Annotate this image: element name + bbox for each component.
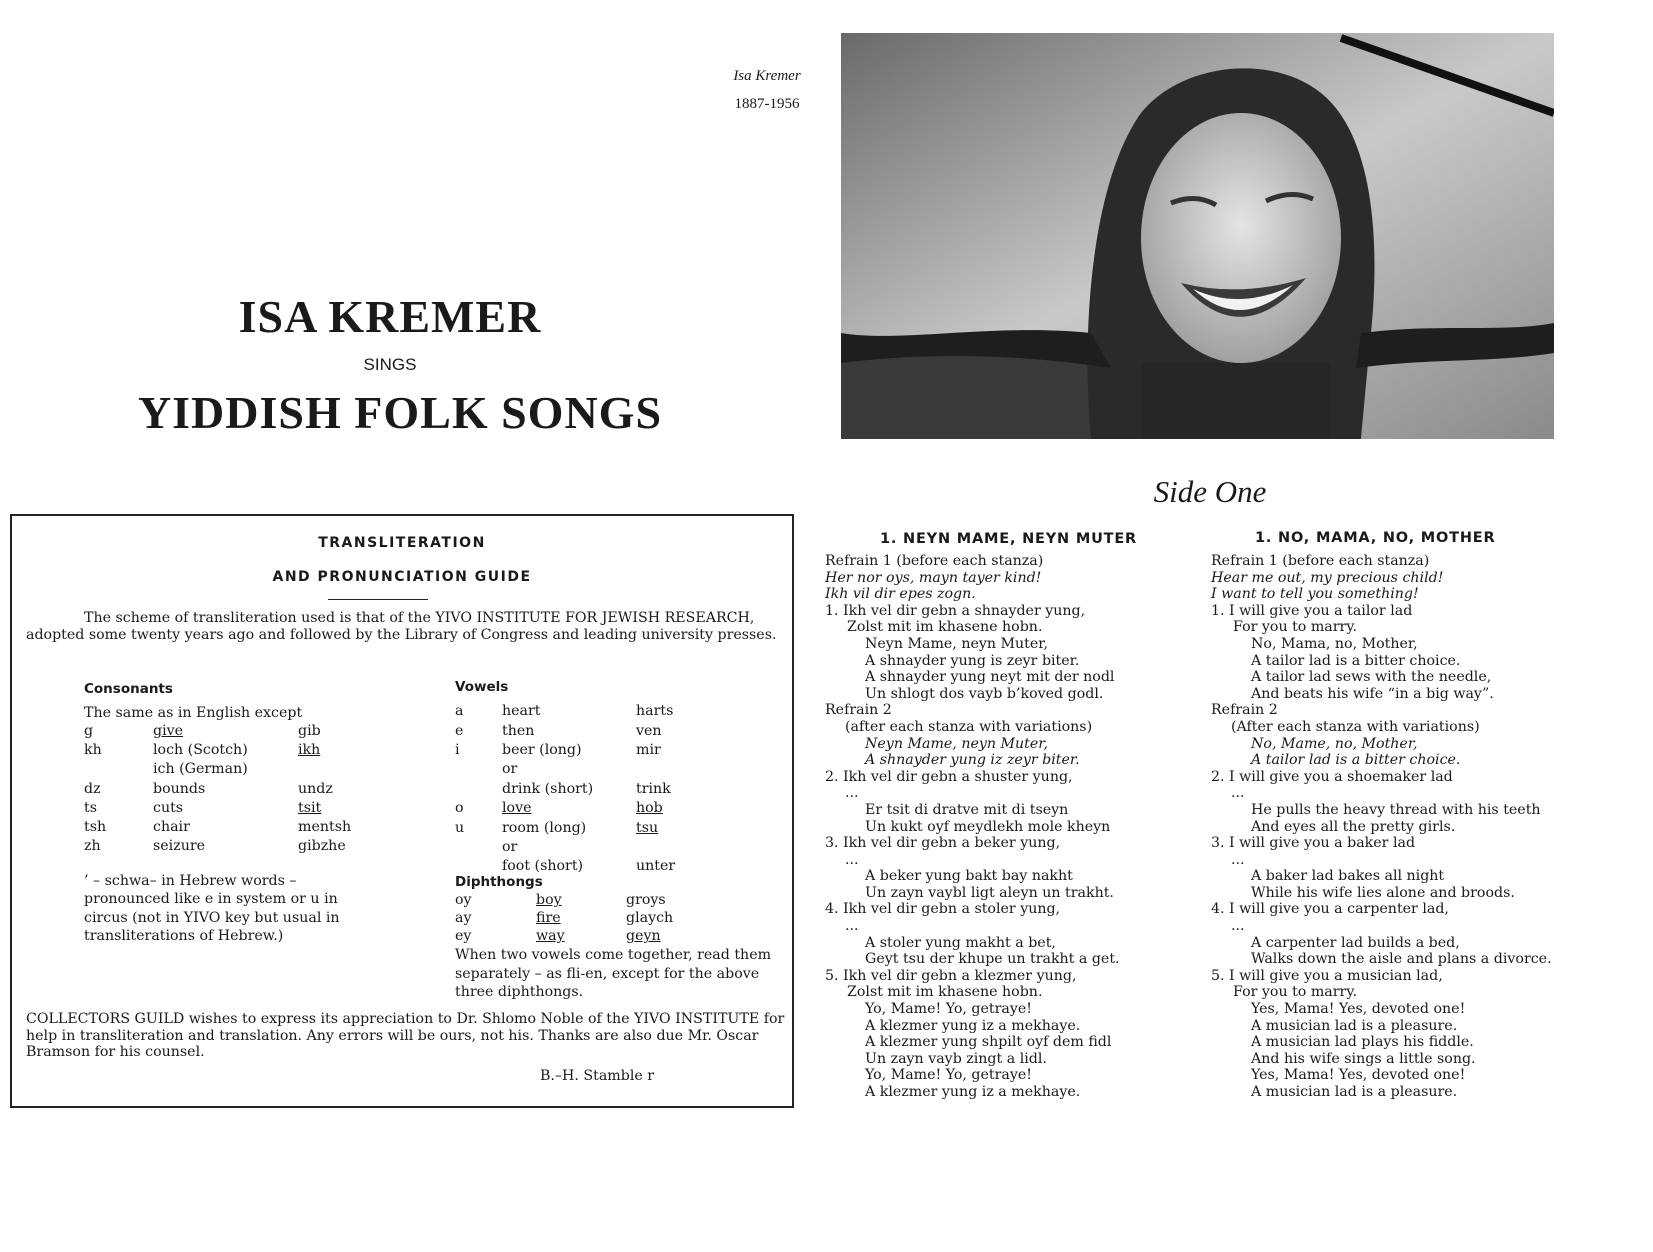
lyric-line: And his wife sings a little song. <box>1251 1050 1476 1067</box>
consonant-example: seizure <box>153 838 206 854</box>
vowel-example: then <box>502 723 535 739</box>
lyric-line: ... <box>845 785 859 802</box>
lyric-line: ... <box>845 918 859 935</box>
lyric-line: Yes, Mama! Yes, devoted one! <box>1251 1001 1466 1018</box>
lyric-line: No, Mame, no, Mother, <box>1251 735 1418 752</box>
diphthong-example: boy <box>536 892 562 908</box>
signature: B.–H. Stamble r <box>540 1068 655 1084</box>
lyric-line: A carpenter lad builds a bed, <box>1251 934 1460 951</box>
consonants-label: Consonants <box>84 681 173 697</box>
side-label: Side One <box>1153 474 1267 509</box>
lyric-line: (after each stanza with variations) <box>845 718 1093 735</box>
diphthong-example: fire <box>536 910 561 926</box>
lyric-line: Neyn Mame, neyn Muter, <box>865 635 1049 652</box>
vowels-label: Vowels <box>455 679 509 695</box>
lyric-line: Yo, Mame! Yo, getraye! <box>865 1001 1032 1018</box>
vowel-letter: a <box>455 703 464 719</box>
vowel-yiddish: trink <box>636 781 671 797</box>
lyric-line: 1. I will give you a tailor lad <box>1211 602 1413 619</box>
caption-years: 1887-1956 <box>734 96 800 112</box>
lyric-line: 3. Ikh vel dir gebn a beker yung, <box>825 835 1061 852</box>
vowel-letter: e <box>455 723 464 739</box>
album-title: YIDDISH FOLK SONGS <box>137 387 663 438</box>
lyric-line: 2. I will give you a shoemaker lad <box>1211 768 1453 785</box>
lyric-line: 4. I will give you a carpenter lad, <box>1211 901 1449 918</box>
lyric-line: ... <box>845 851 859 868</box>
lyric-line: Geyt tsu der khupe un trakht a get. <box>865 951 1120 968</box>
album-sings: SINGS <box>363 355 417 374</box>
vowel-yiddish: tsu <box>636 820 659 836</box>
lyric-line: A shnayder yung iz zeyr biter. <box>865 752 1080 769</box>
consonants-intro: The same as in English except <box>84 705 303 721</box>
two-vowels-note: When two vowels come together, read them separately – as fli-en, except for the above three diphthongs. <box>455 947 772 1000</box>
vowel-example: love <box>502 800 532 816</box>
consonant-letter: ts <box>84 800 97 816</box>
vowel-yiddish: ven <box>636 723 662 739</box>
yiddish-lyrics <box>825 553 1120 1101</box>
lyric-line: 2. Ikh vel dir gebn a shuster yung, <box>825 768 1073 785</box>
lyric-line: 4. Ikh vel dir gebn a stoler yung, <box>825 901 1061 918</box>
lyric-line: Her nor oys, mayn tayer kind! <box>825 569 1042 586</box>
diphthong-example: way <box>536 928 565 944</box>
lyric-line: Un zayn vayb zingt a lidl. <box>865 1050 1047 1067</box>
lyric-line: (After each stanza with variations) <box>1231 718 1480 735</box>
diphthong-yiddish: groys <box>626 892 666 908</box>
consonant-yiddish: undz <box>298 781 333 797</box>
vowel-letter: o <box>455 800 464 816</box>
lyric-line: 3. I will give you a baker lad <box>1211 835 1416 852</box>
lyric-line: Refrain 1 (before each stanza) <box>1211 553 1430 569</box>
vowel-yiddish: hob <box>636 800 663 816</box>
lyric-line: Yes, Mama! Yes, devoted one! <box>1251 1067 1466 1084</box>
lyric-line: A klezmer yung iz a mekhaye. <box>865 1017 1081 1034</box>
diphthong-letter: ay <box>455 910 472 926</box>
lyric-line: Er tsit di dratve mit di tseyn <box>865 801 1069 818</box>
diphthong-yiddish: glaych <box>626 910 674 926</box>
lyric-line: A klezmer yung shpilt oyf dem fidl <box>865 1034 1112 1051</box>
diphthongs-label: Diphthongs <box>455 874 543 890</box>
lyric-line: A tailor lad is a bitter choice. <box>1251 652 1461 669</box>
consonant-letter: g <box>84 723 94 739</box>
lyric-line: A baker lad bakes all night <box>1251 868 1445 885</box>
lyric-line: Ikh vil dir epes zogn. <box>825 586 976 603</box>
consonant-yiddish: mentsh <box>298 819 352 835</box>
lyric-line: Zolst mit im khasene hobn. <box>847 984 1043 1001</box>
consonant-yiddish: gib <box>298 723 321 739</box>
lyric-line: For you to marry. <box>1233 619 1357 636</box>
lyric-line: ... <box>1231 918 1245 935</box>
consonant-letter: tsh <box>84 819 107 835</box>
consonant-letter: kh <box>84 742 102 758</box>
lyric-line: 1. Ikh vel dir gebn a shnayder yung, <box>825 602 1086 619</box>
vowel-letter: i <box>455 742 460 758</box>
vowel-yiddish: harts <box>636 703 674 719</box>
lyric-line: Refrain 1 (before each stanza) <box>825 553 1044 569</box>
yiddish-song-title: 1. NEYN MAME, NEYN MUTER <box>880 531 1137 547</box>
lyric-line: A musician lad plays his fiddle. <box>1251 1034 1474 1051</box>
diphthong-yiddish: geyn <box>626 928 661 944</box>
lyric-line: And beats his wife “in a big way”. <box>1251 685 1494 702</box>
consonant-example: bounds <box>153 781 206 797</box>
guide-intro: The scheme of transliteration used is that of the YIVO INSTITUTE FOR JEWISH RESEARCH, adopted some twenty years ago and followed by the Library of Congress and leading university presses. <box>26 610 777 643</box>
consonant-letter: dz <box>84 781 101 797</box>
consonant-example: ich (German) <box>153 761 248 777</box>
portrait-photo <box>841 33 1554 439</box>
lyric-line: For you to marry. <box>1233 984 1357 1001</box>
consonant-example: give <box>153 723 184 739</box>
lyric-line: Un zayn vaybl ligt aleyn un trakht. <box>865 884 1114 901</box>
vowel-yiddish: mir <box>636 742 661 758</box>
lyric-line: I want to tell you something! <box>1211 586 1419 603</box>
consonant-example: loch (Scotch) <box>153 742 248 758</box>
lyric-line: He pulls the heavy thread with his teeth <box>1251 801 1541 818</box>
vowel-example: room (long) <box>502 820 587 836</box>
lyric-line: Un kukt oyf meydlekh mole kheyn <box>865 818 1111 835</box>
lyric-line: While his wife lies alone and broods. <box>1251 884 1515 901</box>
lyric-line: Yo, Mame! Yo, getraye! <box>865 1067 1032 1084</box>
lyric-line: Refrain 2 <box>825 702 892 719</box>
consonant-example: cuts <box>153 800 184 816</box>
vowel-example: or <box>502 839 518 855</box>
lyric-line: Zolst mit im khasene hobn. <box>847 619 1043 636</box>
english-lyrics <box>1211 553 1552 1101</box>
photo-caption <box>712 62 822 118</box>
lyric-line: A shnayder yung is zeyr biter. <box>865 652 1080 669</box>
album-artist: ISA KREMER <box>238 291 542 342</box>
lyric-line: ... <box>1231 851 1245 868</box>
lyric-line: Walks down the aisle and plans a divorce. <box>1251 951 1552 968</box>
guide-heading: TRANSLITERATION <box>318 535 486 551</box>
caption-name: Isa Kremer <box>733 68 801 84</box>
portrait-illustration <box>841 33 1554 439</box>
consonant-letter: zh <box>84 838 101 854</box>
transliteration-guide-box <box>10 514 794 1108</box>
lyric-line: 5. Ikh vel dir gebn a klezmer yung, <box>825 967 1077 984</box>
vowel-example: drink (short) <box>502 781 594 797</box>
lyric-line: A stoler yung makht a bet, <box>865 934 1056 951</box>
vowel-example: heart <box>502 703 541 719</box>
lyric-line: A tailor lad sews with the needle, <box>1251 669 1492 686</box>
vowel-letter: u <box>455 820 465 836</box>
english-song-title: 1. NO, MAMA, NO, MOTHER <box>1255 530 1496 546</box>
lyric-line: No, Mama, no, Mother, <box>1251 635 1418 652</box>
schwa-note: ’ – schwa– in Hebrew words – pronounced like e in system or u in circus (not in YIVO key but usual in transliterations of Hebrew.) <box>84 873 340 944</box>
lyric-line: A tailor lad is a bitter choice. <box>1251 752 1461 769</box>
lyric-line: And eyes all the pretty girls. <box>1251 818 1456 835</box>
consonant-yiddish: tsit <box>298 800 322 816</box>
vowel-yiddish: unter <box>636 858 676 874</box>
lyric-line: A klezmer yung iz a mekhaye. <box>865 1084 1081 1100</box>
lyric-line: A shnayder yung neyt mit der nodl <box>865 669 1115 686</box>
guide-subheading: AND PRONUNCIATION GUIDE <box>272 569 532 585</box>
lyric-line: Neyn Mame, neyn Muter, <box>865 735 1049 752</box>
consonant-yiddish: gibzhe <box>298 838 346 854</box>
consonant-yiddish: ikh <box>298 742 321 758</box>
lyric-line: Hear me out, my precious child! <box>1211 569 1444 586</box>
vowel-example: foot (short) <box>502 858 584 874</box>
vowel-example: beer (long) <box>502 742 582 758</box>
lyric-line: A musician lad is a pleasure. <box>1251 1084 1458 1100</box>
lyric-line: Un shlogt dos vayb b’koved godl. <box>865 685 1104 702</box>
acknowledgment: COLLECTORS GUILD wishes to express its appreciation to Dr. Shlomo Noble of the YIVO INSTITUTE for help in transliteration and translation. Any errors will be ours, not his. Thanks are also due Mr. Oscar Bramson for his counsel. <box>26 1011 785 1060</box>
lyric-line: Refrain 2 <box>1211 702 1278 719</box>
diphthong-letter: ey <box>455 928 472 944</box>
lyric-line: A musician lad is a pleasure. <box>1251 1017 1458 1034</box>
consonant-example: chair <box>153 819 190 835</box>
lyric-line: A beker yung bakt bay nakht <box>865 868 1073 885</box>
lyric-line: 5. I will give you a musician lad, <box>1211 967 1443 984</box>
lyric-line: ... <box>1231 785 1245 802</box>
diphthong-letter: oy <box>455 892 472 908</box>
vowel-example: or <box>502 761 518 777</box>
guide-divider <box>328 599 428 600</box>
